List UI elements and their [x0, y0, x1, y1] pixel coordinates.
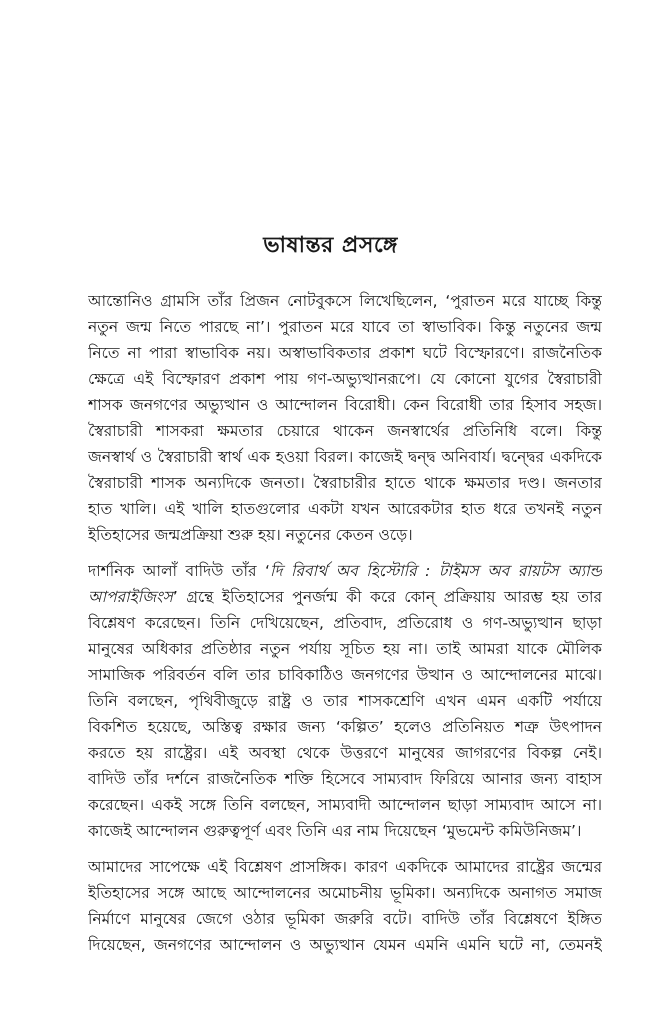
- text-line: কাজেই আন্দোলন গুরুত্বপূর্ণ এবং তিনি এর নাম দিয়েছেন ‘মুভমেন্ট কমিউনিজম’।: [88, 822, 582, 840]
- text-line: বাদিউ তাঁর দর্শনে রাজনৈতিক শক্তি হিসেবে সাম্যবাদ ফিরিয়ে আনার জন্য বাহাস: [88, 770, 602, 788]
- text-line: করতে হয় রাষ্ট্রের। এই অবস্থা থেকে উত্তরণে মানুষের জাগরণের বিকল্প নেই।: [88, 744, 602, 762]
- paragraph-3: [88, 854, 602, 958]
- text-line: স্বৈরাচারী শাসকরা ক্ষমতার চেয়ারে থাকেন জনস্বার্থের প্রতিনিধি বলে। কিন্তু: [88, 422, 602, 440]
- text-line: নতুন জন্ম নিতে পারছে না’। পুরাতন মরে যাবে তা স্বাভাবিক। কিন্তু নতুনের জন্ম: [88, 318, 602, 336]
- chapter-title: ভাষান্তর প্রসঙ্গে: [263, 233, 398, 258]
- text-line: শাসক জনগণের অভ্যুত্থান ও আন্দোলন বিরোধী। কেন বিরোধী তার হিসাব সহজ।: [88, 396, 602, 414]
- text-line: দিয়েছেন, জনগণের আন্দোলন ও অভ্যুত্থান যেমন এমনি এমনি ঘটে না, তেমনই: [88, 936, 602, 954]
- text-line: মানুষের অধিকার প্রতিষ্ঠার নতুন পর্যায় সূচিত হয় না। তাই আমরা যাকে মৌলিক: [88, 640, 602, 658]
- text-line: তিনি বলছেন, পৃথিবীজুড়ে রাষ্ট্র ও তার শাসকশ্রেণি এখন এমন একটি পর্যায়ে: [88, 692, 602, 710]
- text-line: করেছেন। একই সঙ্গে তিনি বলছেন, সাম্যবাদী আন্দোলন ছাড়া সাম্যবাদ আসে না।: [88, 796, 602, 814]
- text-line: আন্তোনিও গ্রামসি তাঁর প্রিজন নোটবুকসে লিখেছিলেন, ‘পুরাতন মরে যাচ্ছে কিন্তু: [88, 292, 602, 310]
- text-line: ইতিহাসের জন্মপ্রক্রিয়া শুরু হয়। নতুনের কেতন ওড়ে।: [88, 526, 413, 544]
- paragraph-2: [88, 558, 602, 844]
- text-segment: দার্শনিক আলাঁ বাদিউ তাঁর ‘: [88, 562, 270, 580]
- text-line: ইতিহাসের সঙ্গে আছে আন্দোলনের অমোচনীয় ভূমিকা। অন্যদিকে অনাগত সমাজ: [88, 884, 602, 902]
- text-line: ক্ষেত্রে এই বিস্ফোরণ প্রকাশ পায় গণ-অভ্যুত্থানরূপে। যে কোনো যুগের স্বৈরাচারী: [88, 370, 602, 388]
- text-line: স্বৈরাচারী শাসক অন্যদিকে জনতা। স্বৈরাচারীর হাতে থাকে ক্ষমতার দণ্ড। জনতার: [88, 474, 602, 492]
- text-line: জনস্বার্থ ও স্বৈরাচারী স্বার্থ এক হওয়া বিরল। কাজেই দ্বন্দ্ব অনিবার্য। দ্বন্দ্বের একদিকে: [88, 448, 602, 466]
- paragraph-1: [88, 288, 602, 548]
- text-line: [88, 584, 602, 610]
- text-segment: ’ গ্রন্থে ইতিহাসের পুনর্জন্ম কী করে কোন্ প্রক্রিয়ায় আরম্ভ হয় তার: [172, 588, 602, 606]
- text-line: [88, 558, 602, 584]
- text-line: নির্মাণে মানুষের জেগে ওঠার ভূমিকা জরুরি বটে। বাদিউ তাঁর বিশ্লেষণে ইঙ্গিত: [88, 910, 602, 928]
- text-line: বিশ্লেষণ করেছেন। তিনি দেখিয়েছেন, প্রতিবাদ, প্রতিরোধ ও গণ-অভ্যুত্থান ছাড়া: [88, 614, 602, 632]
- text-line: হাত খালি। এই খালি হাতগুলোর একটা যখন আরেকটার হাত ধরে তখনই নতুন: [88, 500, 602, 518]
- book-title-italic: দি রিবার্থ অব হিস্টোরি : টাইমস অব রায়টস অ্যান্ড: [269, 562, 602, 580]
- book-title-italic: আপরাইজিংস: [88, 588, 173, 606]
- text-line: সামাজিক পরিবর্তন বলি তার চাবিকাঠিও জনগণের উত্থান ও আন্দোলনের মাঝে।: [88, 666, 602, 684]
- text-line: বিকশিত হয়েছে, অস্তিত্ব রক্ষার জন্য ‘কল্পিত’ হলেও প্রতিনিয়ত শত্রু উৎপাদন: [88, 718, 602, 736]
- body-text: [88, 288, 602, 968]
- text-line: আমাদের সাপেক্ষে এই বিশ্লেষণ প্রাসঙ্গিক। কারণ একদিকে আমাদের রাষ্ট্রের জন্মের: [88, 858, 602, 876]
- text-line: নিতে না পারা স্বাভাবিক নয়। অস্বাভাবিকতার প্রকাশ ঘটে বিস্ফোরণে। রাজনৈতিক: [88, 344, 602, 362]
